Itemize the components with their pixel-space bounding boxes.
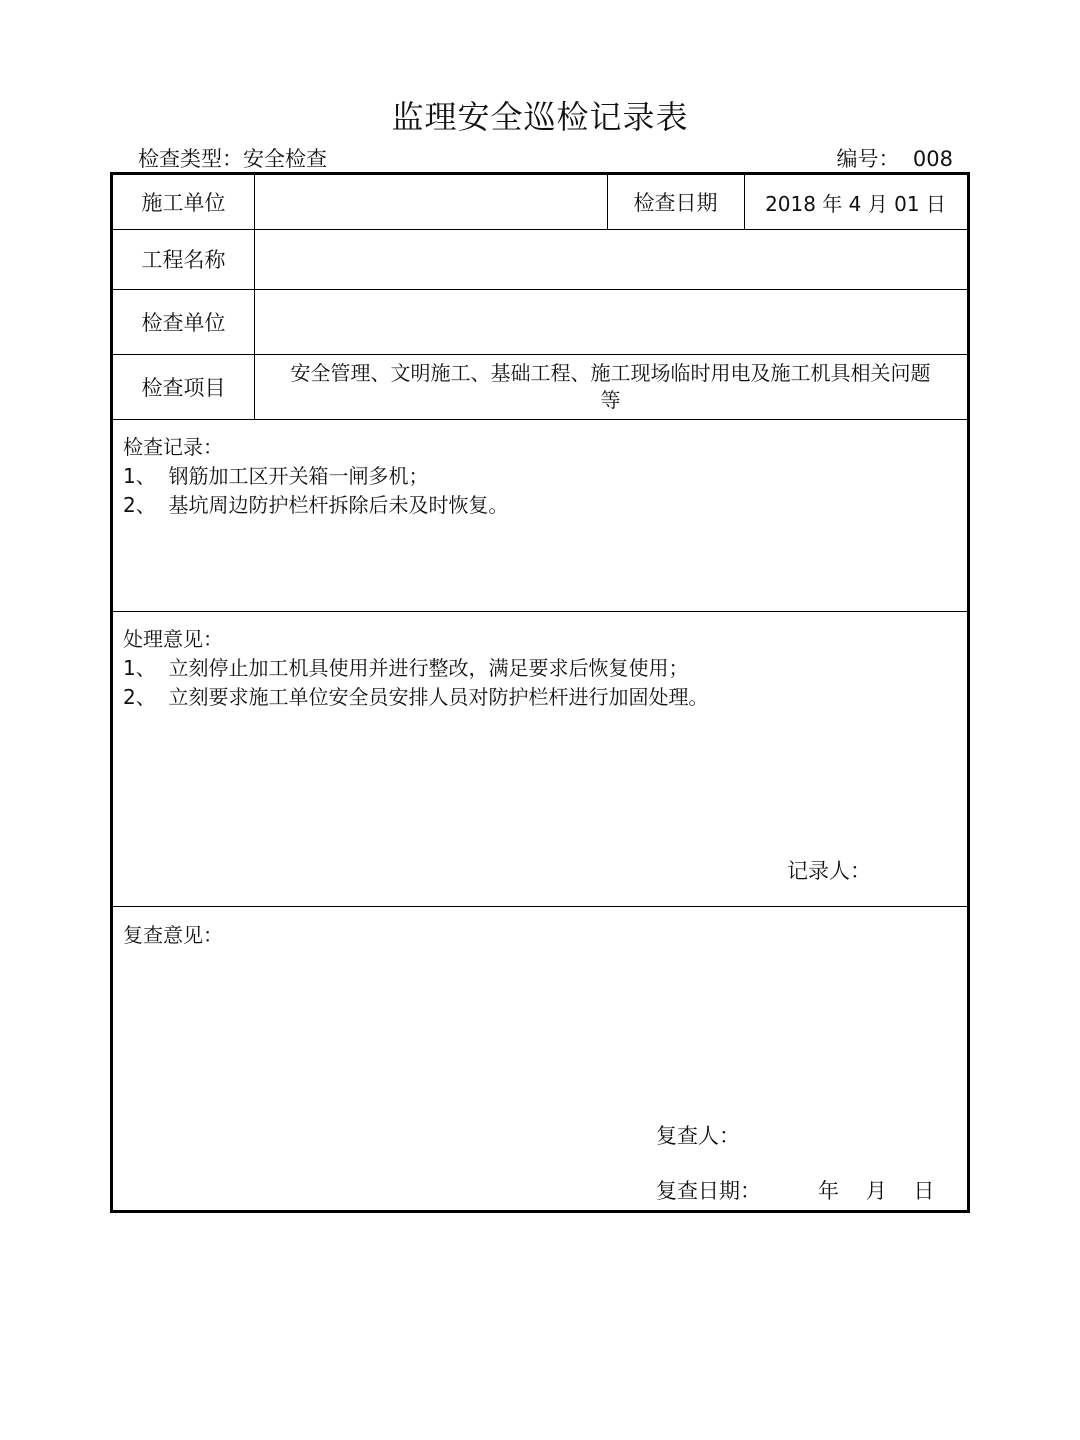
handling-opinion [123, 625, 957, 712]
inspect-items-text-continued: 等 [600, 387, 621, 412]
row-divider [113, 611, 967, 612]
construction-unit-field[interactable] [254, 175, 607, 229]
construction-unit-label: 施工单位 [141, 191, 226, 215]
project-name-label: 工程名称 [141, 248, 226, 272]
handling-item: 2、 立刻要求施工单位安全员安排人员对防护栏杆进行加固处理。 [123, 685, 709, 709]
inspect-items-label: 检查项目 [141, 375, 226, 400]
row-divider [113, 906, 967, 907]
record-heading: 检查记录： [123, 435, 223, 459]
inspection-form [110, 172, 970, 1213]
check-date-label: 检查日期 [633, 191, 718, 215]
inspection-record [123, 433, 957, 520]
reviewer-signature[interactable]: 复查人： [656, 1124, 740, 1148]
serial-label: 编号： [836, 147, 900, 171]
serial-number [837, 143, 953, 173]
inspect-items-text: 安全管理、文明施工、基础工程、施工现场临时用电及施工机具相关问题 [290, 360, 931, 385]
page-title: 监理安全巡检记录表 [391, 98, 689, 136]
handling-item: 1、 立刻停止加工机具使用并进行整改，满足要求后恢复使用； [123, 656, 689, 680]
review-opinion [123, 921, 957, 950]
review-date-field[interactable]: 年 月 日 [818, 1179, 935, 1203]
inspect-items-field[interactable] [254, 354, 967, 419]
row-divider [113, 419, 967, 420]
serial-value: 008 [912, 147, 953, 171]
recorder-signature[interactable]: 记录人： [787, 859, 871, 883]
inspect-unit-label: 检查单位 [141, 310, 226, 335]
check-type: 检查类型：安全检查 [138, 147, 327, 171]
check-date-field[interactable]: 2018 年 4 月 01 日 [765, 191, 946, 216]
review-heading: 复查意见： [123, 923, 223, 947]
review-date-label: 复查日期： [656, 1179, 761, 1203]
handling-heading: 处理意见： [123, 627, 223, 651]
record-item: 2、 基坑周边防护栏杆拆除后未及时恢复。 [123, 493, 509, 517]
record-item: 1、 钢筋加工区开关箱一闸多机； [123, 464, 429, 488]
project-name-field[interactable] [254, 229, 967, 289]
inspect-unit-field[interactable] [254, 289, 967, 354]
